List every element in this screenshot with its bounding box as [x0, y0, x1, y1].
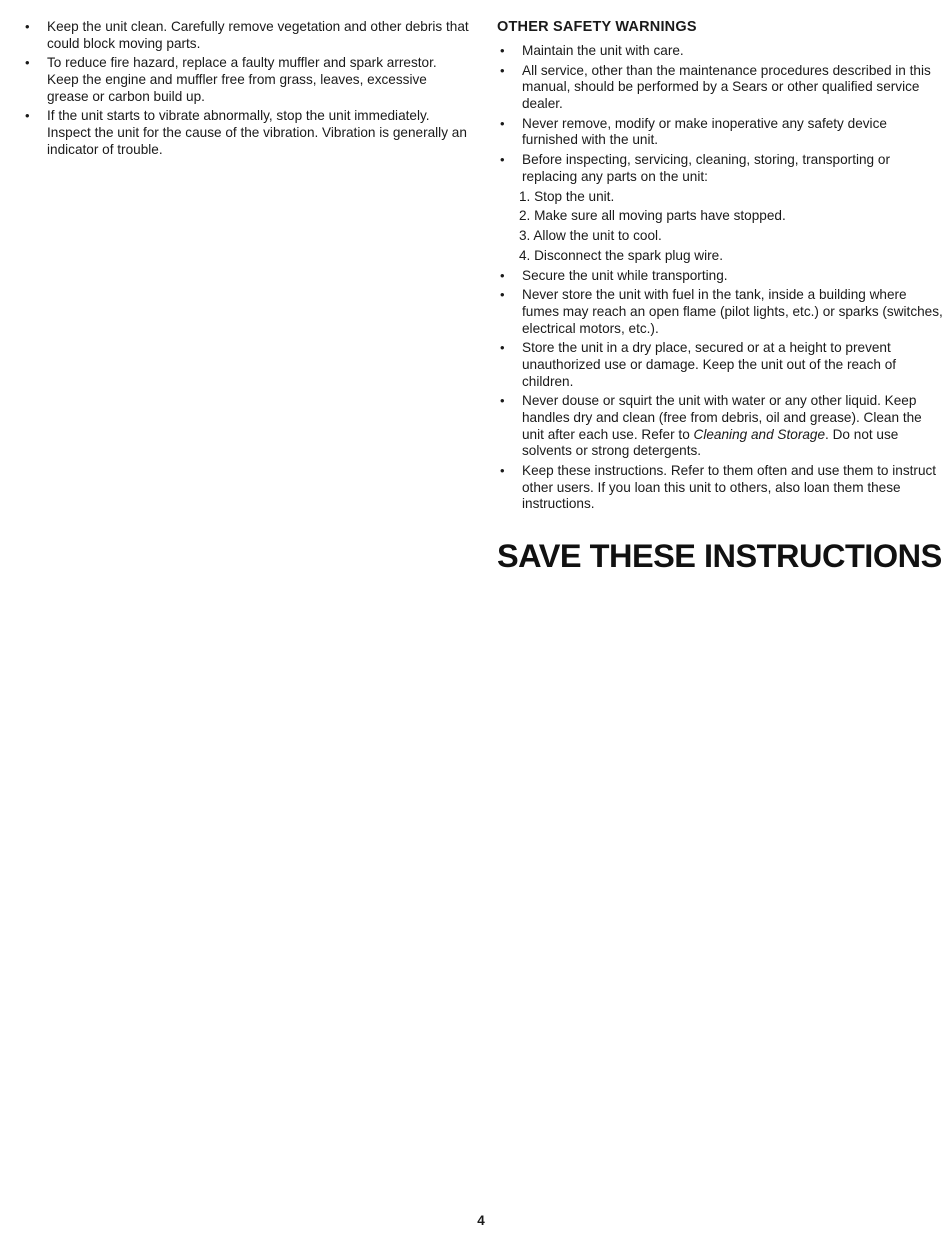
bullet-item: • Never store the unit with fuel in the tank, inside a building where fumes may reach an open flame (pilot lights, etc.) or sparks (switches, electrical motors, etc.).	[497, 287, 943, 337]
step-item: 2. Make sure all moving parts have stopped.	[519, 208, 786, 224]
numbered-steps-list	[497, 189, 943, 265]
bullet-item: • Keep the unit clean. Carefully remove vegetation and other debris that could block moving parts.	[22, 19, 470, 52]
bullet-item: • Before inspecting, servicing, cleaning, storing, transporting or replacing any parts on the unit:	[497, 152, 943, 185]
page-number: 4	[477, 1213, 485, 1228]
step-item: 1. Stop the unit.	[519, 188, 615, 204]
douse-text-end: . Do not use solvents or strong detergents.	[522, 426, 899, 459]
right-bullet-list	[497, 43, 943, 185]
section-heading-other-safety-warnings: OTHER SAFETY WARNINGS	[497, 19, 697, 35]
step-item: 3. Allow the unit to cool.	[519, 228, 662, 244]
douse-text: Never douse or squirt the unit with water or any other liquid. Keep handles dry and clean (free from debris, oil and grease). Clean the unit after each use. Refer to	[522, 393, 922, 442]
left-bullet-list	[22, 19, 470, 158]
bullet-item: • All service, other than the maintenance procedures described in this manual, should be performed by a Sears or other qualified service dealer.	[497, 63, 943, 113]
bullet-item: • Store the unit in a dry place, secured or at a height to prevent unauthorized use or damage. Keep the unit out of the reach of children.	[497, 340, 943, 390]
bullet-item: • Maintain the unit with care.	[497, 43, 943, 60]
bullet-item: • Keep these instructions. Refer to them often and use them to instruct other users. If you loan this unit to others, also loan them these instructions.	[497, 463, 943, 513]
bullet-item: • If the unit starts to vibrate abnormally, stop the unit immediately. Inspect the unit for the cause of the vibration. Vibration is generally an indicator of trouble.	[22, 108, 470, 158]
right-bullet-list-continued	[497, 268, 943, 513]
step-item: 4. Disconnect the spark plug wire.	[519, 247, 724, 263]
right-column	[497, 19, 943, 516]
bullet-item-douse	[497, 393, 943, 459]
bullet-item: • Never remove, modify or make inoperative any safety device furnished with the unit.	[497, 116, 943, 149]
bullet-item: • Secure the unit while transporting.	[497, 268, 943, 285]
left-column	[22, 19, 470, 161]
bullet-item: • To reduce fire hazard, replace a faulty muffler and spark arrestor. Keep the engine and muffler free from grass, leaves, excessive grease or carbon build up.	[22, 55, 470, 105]
cleaning-storage-reference: Cleaning and Storage	[693, 426, 826, 442]
save-instructions-title: SAVE THESE INSTRUCTIONS	[497, 538, 942, 574]
